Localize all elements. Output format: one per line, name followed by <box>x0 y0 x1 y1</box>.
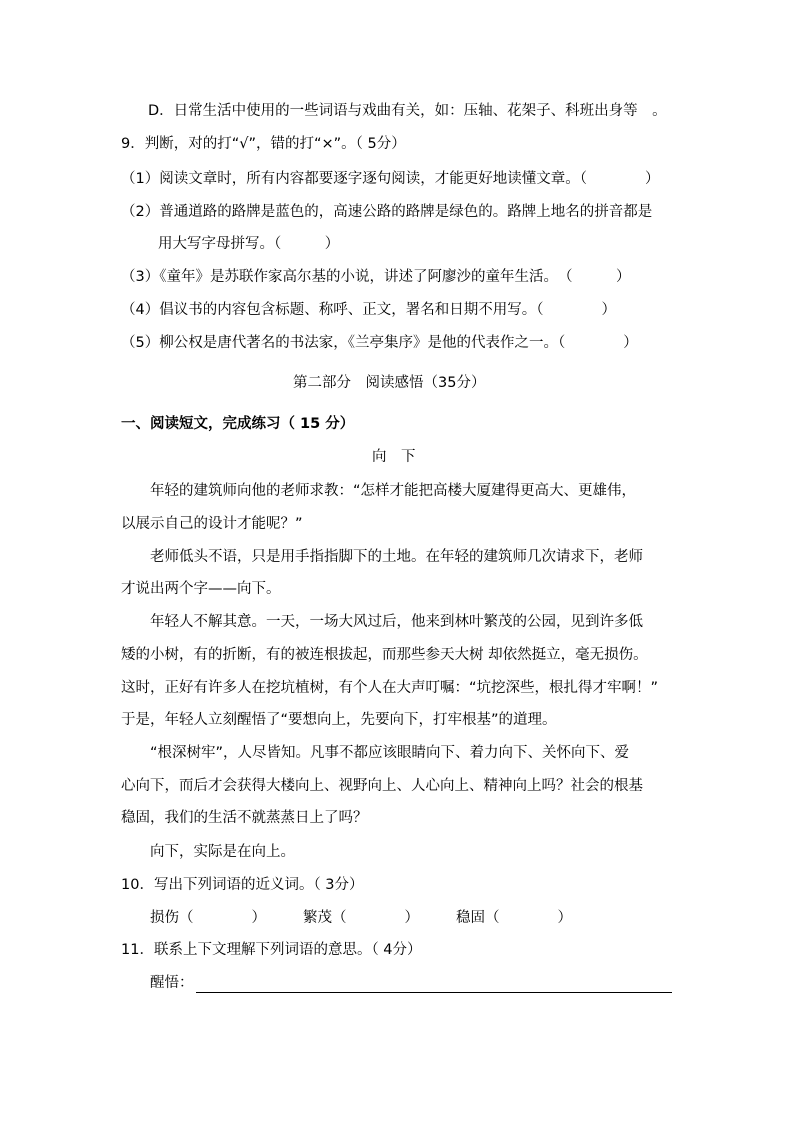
question-9-item-4: （4）倡议书的内容包含标题、称呼、正文，署名和日期不用写。（ ） <box>121 302 616 318</box>
passage-paragraph-1: 年轻的建筑师向他的老师求教：“怎样才能把高楼大厦建得更高大、更雄伟， <box>150 483 637 499</box>
question-9-item-2: （2）普通道路的路牌是蓝色的，高速公路的路牌是绿色的。路牌上地名的拼音都是 <box>121 204 653 220</box>
passage-paragraph-1-cont: 以展示自己的设计才能呢？” <box>121 516 303 532</box>
question-9-item-2-cont: 用大写字母拼写。（ ） <box>158 236 340 252</box>
question-11-label: 醒悟： <box>150 975 194 991</box>
passage-paragraph-3-line-3: 这时，正好有许多人在挖坑植树，有个人在大声叮嘱：“坑挖深些，根扎得才牢啊！” <box>121 680 659 696</box>
question-9-item-1: （1）阅读文章时，所有内容都要逐字逐句阅读，才能更好地读懂文章。（ ） <box>121 171 660 187</box>
question-9-heading: 9．判断，对的打“√”，错的打“×”。（ 5分） <box>121 136 406 152</box>
part-two-heading: 第二部分 阅读感悟（35分） <box>293 375 486 391</box>
passage-paragraph-4: “根深树牢”，人尽皆知。凡事不都应该眼睛向下、着力向下、关怀向下、爱 <box>150 745 630 761</box>
question-10-word-3: 稳固（ ） <box>456 910 572 926</box>
question-11-heading: 11．联系上下文理解下列词语的意思。（ 4分） <box>121 942 422 958</box>
passage-paragraph-2-cont: 才说出两个字——向下。 <box>121 581 281 597</box>
passage-paragraph-2: 老师低头不语，只是用手指指脚下的土地。在年轻的建筑师几次请求下，老师 <box>150 549 643 565</box>
passage-paragraph-3-line-2: 矮的小树，有的折断，有的被连根拔起，而那些参天大树 却依然挺立，毫无损伤。 <box>121 647 648 663</box>
passage-paragraph-4-line-3: 稳固，我们的生活不就蒸蒸日上了吗？ <box>121 810 368 826</box>
passage-paragraph-4-line-2: 心向下，而后才会获得大楼向上、视野向上、人心向上、精神向上吗？社会的根基 <box>121 778 643 794</box>
question-9-item-5: （5）柳公权是唐代著名的书法家，《兰亭集序》是他的代表作之一。（ ） <box>121 335 638 351</box>
passage-paragraph-5: 向下，实际是在向上。 <box>150 844 295 860</box>
question-10-word-1: 损伤（ ） <box>150 910 266 926</box>
passage-paragraph-3-line-4: 于是，年轻人立刻醒悟了“要想向上，先要向下，打牢根基”的道理。 <box>121 712 557 728</box>
question-8-option-d: D．日常生活中使用的一些词语与戏曲有关，如：压轴、花架子、科班出身等 。 <box>148 103 667 119</box>
answer-line[interactable] <box>196 992 672 993</box>
question-10-heading: 10．写出下列词语的近义词。（ 3分） <box>121 877 364 893</box>
section-one-heading: 一、阅读短文，完成练习（ 15 分） <box>121 416 355 432</box>
question-10-word-2: 繁茂（ ） <box>303 910 419 926</box>
passage-title: 向 下 <box>372 449 416 465</box>
passage-paragraph-3: 年轻人不解其意。一天，一场大风过后，他来到林叶繁茂的公园，见到许多低 <box>150 614 643 630</box>
question-9-item-3: （3）《童年》是苏联作家高尔基的小说，讲述了阿廖沙的童年生活。 （ ） <box>121 269 631 285</box>
